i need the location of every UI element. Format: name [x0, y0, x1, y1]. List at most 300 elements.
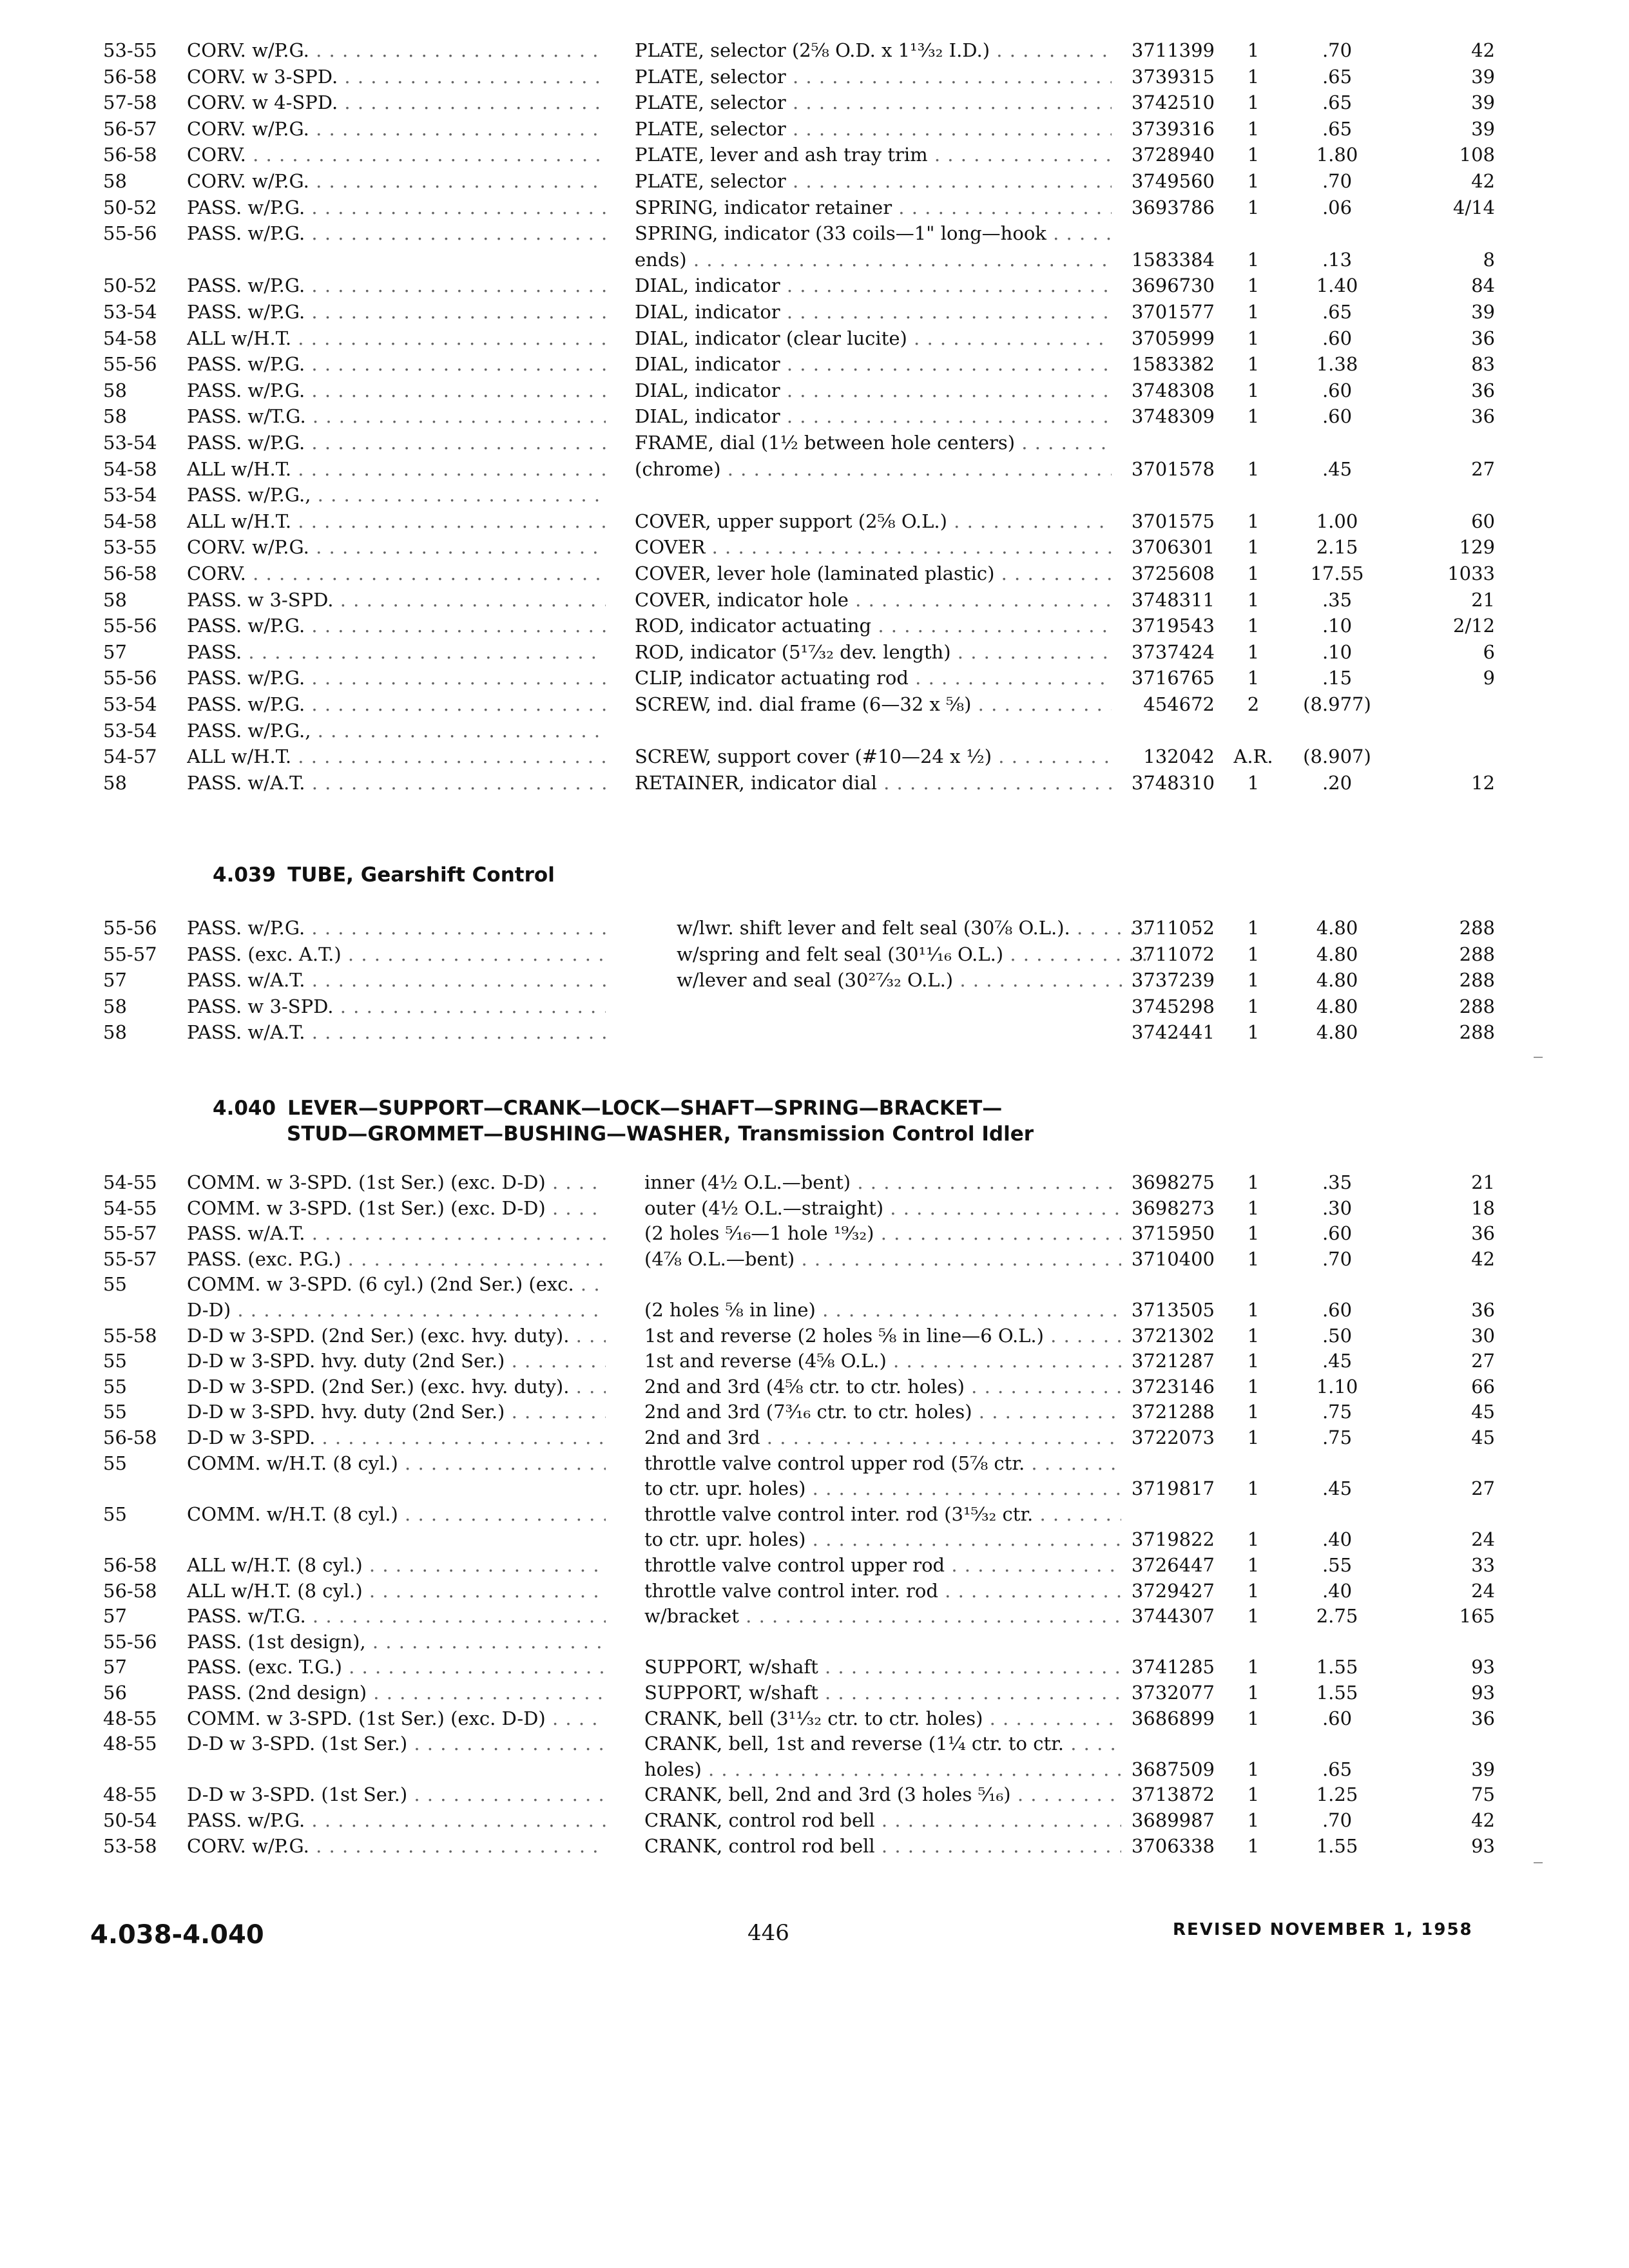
- price-cell: .65: [1322, 65, 1353, 88]
- application-cell: ALL w/H.T. . . .: [187, 456, 606, 482]
- application-cell: PASS. (exc. T.G.) . . .: [187, 1654, 606, 1680]
- table-row: [0, 691, 1629, 717]
- quantity-cell: 1: [1247, 1579, 1260, 1602]
- description-cell: w/lever and seal (30²⁷⁄₃₂ O.L.) . . .: [677, 967, 1153, 993]
- quantity-cell: 1: [1247, 1477, 1260, 1500]
- quantity-cell: 2: [1247, 693, 1260, 715]
- year-cell: 55-57: [103, 943, 157, 965]
- year-cell: 54-57: [103, 745, 157, 768]
- quantity-cell: 1: [1247, 1196, 1260, 1219]
- application-cell: PASS. w 3-SPD. . . .: [187, 587, 606, 613]
- description-cell: COVER, upper support (2⅝ O.L.) . . .: [635, 508, 1112, 534]
- flat-rate-cell: 42: [1471, 1247, 1495, 1270]
- description-cell: DIAL, indicator . . .: [635, 403, 1112, 429]
- description-cell: throttle valve control inter. rod . . .: [644, 1578, 1121, 1604]
- year-cell: 56-57: [103, 117, 157, 140]
- price-cell: 4.80: [1316, 943, 1358, 965]
- flat-rate-cell: 36: [1471, 379, 1495, 401]
- table-row: [0, 1475, 1629, 1501]
- table-row: [0, 1782, 1629, 1807]
- application-cell: COMM. w/H.T. (8 cyl.) . . .: [187, 1501, 606, 1527]
- year-cell: 53-54: [103, 484, 157, 506]
- quantity-cell: 1: [1247, 39, 1260, 61]
- quantity-cell: 1: [1247, 1427, 1260, 1448]
- year-cell: 55-56: [103, 353, 157, 376]
- quantity-cell: 1: [1247, 1401, 1260, 1423]
- description-cell: 2nd and 3rd . . .: [644, 1425, 1121, 1450]
- table-row: [0, 1578, 1629, 1604]
- year-cell: 56-58: [103, 144, 157, 166]
- application-cell: PASS. w/A.T. . . .: [187, 967, 606, 993]
- price-cell: .65: [1322, 1758, 1353, 1780]
- year-cell: 55-58: [103, 1324, 157, 1347]
- flat-rate-cell: 288: [1459, 969, 1495, 992]
- application-cell: PASS. w/P.G. . . .: [187, 351, 606, 377]
- quantity-cell: 1: [1247, 274, 1260, 297]
- flat-rate-cell: 42: [1471, 170, 1495, 192]
- quantity-cell: 1: [1247, 1021, 1260, 1044]
- application-cell: ALL w/H.T. (8 cyl.) . . .: [187, 1578, 606, 1604]
- description-cell: CRANK, bell (3¹¹⁄₃₂ ctr. to ctr. holes) . . .: [644, 1706, 1121, 1731]
- part-number-cell: 3721287: [1131, 1350, 1215, 1372]
- table-row: [0, 273, 1629, 298]
- part-number-cell: 3737424: [1131, 640, 1215, 663]
- table-row: [0, 639, 1629, 665]
- quantity-cell: 1: [1247, 1682, 1260, 1704]
- price-cell: .70: [1322, 1809, 1353, 1831]
- table-row: [0, 1629, 1629, 1655]
- description-cell: to ctr. upr. holes) . . .: [644, 1475, 1121, 1501]
- year-cell: 58: [103, 170, 127, 192]
- description-cell: w/bracket . . .: [644, 1603, 1121, 1629]
- flat-rate-cell: 288: [1459, 995, 1495, 1017]
- description-cell: to ctr. upr. holes) . . .: [644, 1526, 1121, 1552]
- flat-rate-cell: 93: [1471, 1682, 1495, 1704]
- application-cell: COMM. w 3-SPD. (1st Ser.) (exc. D-D) . . .: [187, 1195, 606, 1221]
- year-cell: 53-55: [103, 39, 157, 61]
- description-cell: DIAL, indicator . . .: [635, 378, 1112, 403]
- quantity-cell: 1: [1247, 1605, 1260, 1628]
- quantity-cell: 1: [1247, 170, 1260, 192]
- application-cell: PASS. w/P.G. . . .: [187, 378, 606, 403]
- year-cell: 56: [103, 1682, 127, 1704]
- description-cell: PLATE, selector . . .: [635, 168, 1112, 194]
- table-row: [0, 915, 1629, 941]
- table-row: [0, 1680, 1629, 1706]
- application-cell: ALL w/H.T. (8 cyl.) . . .: [187, 1552, 606, 1578]
- table-row: [0, 1399, 1629, 1425]
- description-cell: RETAINER, indicator dial . . .: [635, 770, 1112, 796]
- quantity-cell: 1: [1247, 562, 1260, 584]
- description-cell: SUPPORT, w/shaft . . .: [644, 1654, 1121, 1680]
- quantity-cell: 1: [1247, 1375, 1260, 1398]
- year-cell: 50-52: [103, 274, 157, 297]
- flat-rate-cell: 84: [1471, 274, 1495, 297]
- quantity-cell: 1: [1247, 353, 1260, 376]
- description-cell: ROD, indicator actuating . . .: [635, 613, 1112, 639]
- part-number-cell: 3715950: [1131, 1222, 1215, 1245]
- table-row: [0, 1603, 1629, 1629]
- price-cell: .40: [1322, 1579, 1353, 1602]
- part-number-cell: 3732077: [1131, 1682, 1215, 1704]
- part-number-cell: 3713872: [1131, 1783, 1215, 1806]
- description-cell: FRAME, dial (1½ between hole centers) . . .: [635, 430, 1112, 456]
- description-cell: PLATE, selector . . .: [635, 90, 1112, 115]
- flat-rate-cell: 288: [1459, 1021, 1495, 1044]
- description-cell: SUPPORT, w/shaft . . .: [644, 1680, 1121, 1706]
- year-cell: 56-58: [103, 65, 157, 88]
- price-cell: 1.55: [1316, 1656, 1358, 1678]
- part-number-cell: 3748311: [1131, 588, 1215, 611]
- year-cell: 55: [103, 1350, 127, 1372]
- flat-rate-cell: 93: [1471, 1656, 1495, 1678]
- flat-rate-cell: 2/12: [1452, 615, 1495, 637]
- application-cell: D-D w 3-SPD. (2nd Ser.) (exc. hvy. duty). . . .: [187, 1374, 606, 1399]
- application-cell: PASS. w/P.G. . . .: [187, 430, 606, 456]
- application-cell: PASS. w/A.T. . . .: [187, 1019, 606, 1045]
- flat-rate-cell: 108: [1459, 144, 1495, 166]
- table-row: [0, 508, 1629, 534]
- part-number-cell: 3706338: [1131, 1834, 1215, 1857]
- application-cell: PASS. w/T.G. . . .: [187, 403, 606, 429]
- quantity-cell: 1: [1247, 91, 1260, 114]
- quantity-cell: 1: [1247, 588, 1260, 611]
- price-cell: .70: [1322, 39, 1353, 61]
- description-cell: throttle valve control upper rod (5⅞ ctr. . . .: [644, 1450, 1121, 1476]
- quantity-cell: 1: [1247, 667, 1260, 689]
- application-cell: D-D w 3-SPD. (1st Ser.) . . .: [187, 1782, 606, 1807]
- footer-revised-date: REVISED NOVEMBER 1, 1958: [1173, 1920, 1473, 1939]
- year-cell: 50-54: [103, 1809, 157, 1831]
- year-cell: 56-58: [103, 562, 157, 584]
- description-cell: 1st and reverse (2 holes ⅝ in line—6 O.L.) . . .: [644, 1323, 1121, 1349]
- description-cell: (chrome) . . .: [635, 456, 1112, 482]
- table-row: [0, 941, 1629, 967]
- price-cell: 2.15: [1316, 536, 1358, 559]
- price-cell: 1.80: [1316, 144, 1358, 166]
- year-cell: 57-58: [103, 91, 157, 114]
- quantity-cell: 1: [1247, 327, 1260, 349]
- application-cell: CORV. w/P.G. . . .: [187, 1833, 606, 1859]
- part-number-cell: 3744307: [1131, 1605, 1215, 1628]
- table-row: [0, 994, 1629, 1019]
- price-cell: 4.80: [1316, 969, 1358, 992]
- quantity-cell: 1: [1247, 615, 1260, 637]
- flat-rate-cell: 75: [1471, 1783, 1495, 1806]
- description-cell: ROD, indicator (5¹⁷⁄₃₂ dev. length) . . .: [635, 639, 1112, 665]
- part-number-cell: 3686899: [1131, 1707, 1215, 1729]
- year-cell: 53-55: [103, 536, 157, 559]
- quantity-cell: 1: [1247, 1758, 1260, 1780]
- quantity-cell: 1: [1247, 117, 1260, 140]
- part-number-cell: 3696730: [1131, 274, 1215, 297]
- table-row: [0, 220, 1629, 246]
- table-row: [0, 325, 1629, 351]
- application-cell: CORV. . . .: [187, 142, 606, 168]
- table-row: [0, 1169, 1629, 1195]
- table-row: [0, 1450, 1629, 1476]
- flat-rate-cell: 24: [1471, 1579, 1495, 1602]
- description-cell: outer (4½ O.L.—straight) . . .: [644, 1195, 1121, 1221]
- section-title-line2: STUD—GROMMET—BUSHING—WASHER, Transmission Control Idler: [287, 1122, 1034, 1146]
- section-title-line1: LEVER—SUPPORT—CRANK—LOCK—SHAFT—SPRING—BRACKET—: [287, 1097, 1003, 1120]
- application-cell: CORV. w/P.G. . . .: [187, 37, 606, 63]
- part-number-cell: 3739316: [1131, 117, 1215, 140]
- table-row: [0, 1019, 1629, 1045]
- description-cell: PLATE, selector . . .: [635, 64, 1112, 90]
- table-row: [0, 1425, 1629, 1450]
- year-cell: 55-56: [103, 222, 157, 245]
- part-number-cell: 3725608: [1131, 562, 1215, 584]
- application-cell: CORV. w/P.G. . . .: [187, 116, 606, 142]
- table-row: [0, 1323, 1629, 1349]
- application-cell: PASS. w/P.G. . . .: [187, 273, 606, 298]
- price-cell: (8.907): [1303, 745, 1371, 768]
- flat-rate-cell: 288: [1459, 943, 1495, 965]
- application-cell: PASS. w/P.G. . . .: [187, 915, 606, 941]
- flat-rate-cell: 21: [1471, 588, 1495, 611]
- price-cell: .20: [1322, 771, 1353, 794]
- application-cell: PASS. w/P.G., . . .: [187, 482, 606, 508]
- part-number-cell: 3710400: [1131, 1247, 1215, 1270]
- part-number-cell: 3737239: [1131, 969, 1215, 992]
- year-cell: 55-56: [103, 667, 157, 689]
- year-cell: 54-58: [103, 510, 157, 532]
- description-cell: DIAL, indicator . . .: [635, 273, 1112, 298]
- quantity-cell: A.R.: [1233, 745, 1273, 768]
- table-row: [0, 1297, 1629, 1323]
- quantity-cell: 1: [1247, 943, 1260, 965]
- flat-rate-cell: 12: [1471, 771, 1495, 794]
- description-cell: w/spring and felt seal (30¹¹⁄₁₆ O.L.) . . .: [677, 941, 1153, 967]
- application-cell: PASS. (exc. P.G.) . . .: [187, 1246, 606, 1272]
- application-cell: COMM. w/H.T. (8 cyl.) . . .: [187, 1450, 606, 1476]
- price-cell: .06: [1322, 196, 1353, 218]
- table-row: [0, 351, 1629, 377]
- price-cell: .35: [1322, 1171, 1353, 1193]
- price-cell: .40: [1322, 1528, 1353, 1551]
- quantity-cell: 1: [1247, 536, 1260, 559]
- table-row: [0, 534, 1629, 560]
- table-row: [0, 247, 1629, 273]
- price-cell: 1.25: [1316, 1783, 1358, 1806]
- price-cell: .60: [1322, 327, 1353, 349]
- part-number-cell: 3698275: [1131, 1171, 1215, 1193]
- flat-rate-cell: 36: [1471, 327, 1495, 349]
- year-cell: 57: [103, 1656, 127, 1678]
- application-cell: ALL w/H.T. . . .: [187, 508, 606, 534]
- table-row: [0, 299, 1629, 325]
- flat-rate-cell: 93: [1471, 1834, 1495, 1857]
- table-row: [0, 482, 1629, 508]
- application-cell: PASS. w/P.G. . . .: [187, 613, 606, 639]
- year-cell: 55: [103, 1452, 127, 1474]
- application-cell: PASS. . . .: [187, 639, 606, 665]
- price-cell: 1.55: [1316, 1682, 1358, 1704]
- year-cell: 55: [103, 1503, 127, 1525]
- part-number-cell: 3719543: [1131, 615, 1215, 637]
- description-cell: (4⅞ O.L.—bent) . . .: [644, 1246, 1121, 1272]
- flat-rate-cell: 39: [1471, 117, 1495, 140]
- price-cell: .45: [1322, 1477, 1353, 1500]
- year-cell: 57: [103, 969, 127, 992]
- application-cell: PASS. w/T.G. . . .: [187, 1603, 606, 1629]
- part-number-cell: 3748310: [1131, 771, 1215, 794]
- description-cell: inner (4½ O.L.—bent) . . .: [644, 1169, 1121, 1195]
- description-cell: 2nd and 3rd (7³⁄₁₆ ctr. to ctr. holes) . . .: [644, 1399, 1121, 1425]
- part-number-cell: 3745298: [1131, 995, 1215, 1017]
- section-heading-4-040: [213, 1097, 1002, 1120]
- description-cell: SPRING, indicator retainer . . .: [635, 195, 1112, 220]
- table-row: [0, 1501, 1629, 1527]
- part-number-cell: 3719817: [1131, 1477, 1215, 1500]
- price-cell: 1.00: [1316, 510, 1358, 532]
- application-cell: CORV. w 4-SPD. . . .: [187, 90, 606, 115]
- part-number-cell: 3701578: [1131, 457, 1215, 480]
- description-cell: PLATE, lever and ash tray trim . . .: [635, 142, 1112, 168]
- price-cell: .60: [1322, 1707, 1353, 1729]
- year-cell: 55-56: [103, 1630, 157, 1653]
- table-row: [0, 1220, 1629, 1246]
- quantity-cell: 1: [1247, 1783, 1260, 1806]
- price-cell: .65: [1322, 301, 1353, 323]
- application-cell: ALL w/H.T. . . .: [187, 744, 606, 769]
- part-number-cell: 3701575: [1131, 510, 1215, 532]
- part-number-cell: 3726447: [1131, 1554, 1215, 1576]
- flat-rate-cell: 45: [1471, 1427, 1495, 1448]
- price-cell: 1.38: [1316, 353, 1358, 376]
- application-cell: D-D w 3-SPD. (1st Ser.) . . .: [187, 1731, 606, 1756]
- flat-rate-cell: 39: [1471, 91, 1495, 114]
- quantity-cell: 1: [1247, 995, 1260, 1017]
- part-number-cell: 3728940: [1131, 144, 1215, 166]
- part-number-cell: 3698273: [1131, 1196, 1215, 1219]
- application-cell: CORV. . . .: [187, 561, 606, 586]
- quantity-cell: 1: [1247, 917, 1260, 939]
- table-row: [0, 116, 1629, 142]
- year-cell: 55-56: [103, 917, 157, 939]
- application-cell: COMM. w 3-SPD. (6 cyl.) (2nd Ser.) (exc. . . .: [187, 1271, 606, 1297]
- description-cell: COVER, indicator hole . . .: [635, 587, 1112, 613]
- flat-rate-cell: 39: [1471, 65, 1495, 88]
- price-cell: .10: [1322, 615, 1353, 637]
- quantity-cell: 1: [1247, 1299, 1260, 1321]
- quantity-cell: 1: [1247, 1350, 1260, 1372]
- flat-rate-cell: 42: [1471, 1809, 1495, 1831]
- table-row: [0, 1246, 1629, 1272]
- flat-rate-cell: 24: [1471, 1528, 1495, 1551]
- flat-rate-cell: 18: [1471, 1196, 1495, 1219]
- year-cell: 58: [103, 1021, 127, 1044]
- table-row: [0, 744, 1629, 769]
- flat-rate-cell: 42: [1471, 39, 1495, 61]
- table-row: [0, 665, 1629, 691]
- quantity-cell: 1: [1247, 65, 1260, 88]
- description-cell: CRANK, control rod bell . . .: [644, 1807, 1121, 1833]
- year-cell: 56-58: [103, 1579, 157, 1602]
- application-cell: PASS. w/P.G. . . .: [187, 299, 606, 325]
- flat-rate-cell: 39: [1471, 301, 1495, 323]
- table-row: [0, 456, 1629, 482]
- table-row: [0, 1706, 1629, 1731]
- price-cell: .75: [1322, 1427, 1353, 1448]
- table-row: [0, 142, 1629, 168]
- flat-rate-cell: 60: [1471, 510, 1495, 532]
- application-cell: PASS. w/P.G. . . .: [187, 691, 606, 717]
- footer-page-number: 446: [747, 1920, 789, 1946]
- year-cell: 57: [103, 1605, 127, 1628]
- flat-rate-cell: 288: [1459, 917, 1495, 939]
- price-cell: .60: [1322, 1222, 1353, 1245]
- part-number-cell: 3739315: [1131, 65, 1215, 88]
- description-cell: SCREW, ind. dial frame (6—32 x ⅝) . . .: [635, 691, 1112, 717]
- description-cell: ends) . . .: [635, 247, 1112, 273]
- table-row: [0, 1374, 1629, 1399]
- part-number-cell: 3693786: [1131, 196, 1215, 218]
- quantity-cell: 1: [1247, 1809, 1260, 1831]
- flat-rate-cell: 21: [1471, 1171, 1495, 1193]
- quantity-cell: 1: [1247, 1707, 1260, 1729]
- description-cell: CRANK, control rod bell . . .: [644, 1833, 1121, 1859]
- price-cell: .50: [1322, 1324, 1353, 1347]
- quantity-cell: 1: [1247, 1247, 1260, 1270]
- table-row: [0, 1833, 1629, 1859]
- application-cell: CORV. w/P.G. . . .: [187, 534, 606, 560]
- quantity-cell: 1: [1247, 1656, 1260, 1678]
- year-cell: 48-55: [103, 1707, 157, 1729]
- application-cell: D-D) . . .: [187, 1297, 606, 1323]
- table-row: [0, 561, 1629, 586]
- flat-rate-cell: 27: [1471, 1350, 1495, 1372]
- table-row: [0, 195, 1629, 220]
- price-cell: 2.75: [1316, 1605, 1358, 1628]
- year-cell: 54-58: [103, 457, 157, 480]
- price-cell: 4.80: [1316, 1021, 1358, 1044]
- application-cell: CORV. w 3-SPD. . . .: [187, 64, 606, 90]
- section-number: 4.040: [213, 1097, 276, 1120]
- description-cell: throttle valve control upper rod . . .: [644, 1552, 1121, 1578]
- part-number-cell: 3742441: [1131, 1021, 1215, 1044]
- description-cell: CRANK, bell, 2nd and 3rd (3 holes ⁵⁄₁₆) . . .: [644, 1782, 1121, 1807]
- year-cell: 53-54: [103, 719, 157, 742]
- description-cell: DIAL, indicator . . .: [635, 351, 1112, 377]
- table-row: [0, 1552, 1629, 1578]
- flat-rate-cell: 6: [1483, 640, 1495, 663]
- application-cell: D-D w 3-SPD. hvy. duty (2nd Ser.) . . .: [187, 1399, 606, 1425]
- year-cell: 53-54: [103, 432, 157, 454]
- application-cell: CORV. w/P.G. . . .: [187, 168, 606, 194]
- quantity-cell: 1: [1247, 510, 1260, 532]
- section-number: 4.039: [213, 863, 276, 887]
- application-cell: D-D w 3-SPD. (2nd Ser.) (exc. hvy. duty). . . .: [187, 1323, 606, 1349]
- part-number-cell: 3748309: [1131, 405, 1215, 428]
- description-cell: (2 holes ⁵⁄₁₆—1 hole ¹⁹⁄₃₂) . . .: [644, 1220, 1121, 1246]
- table-row: [0, 90, 1629, 115]
- part-number-cell: 3701577: [1131, 301, 1215, 323]
- flat-rate-cell: 27: [1471, 457, 1495, 480]
- part-number-cell: 3723146: [1131, 1375, 1215, 1398]
- description-cell: 2nd and 3rd (4⅝ ctr. to ctr. holes) . . .: [644, 1374, 1121, 1399]
- table-row: [0, 967, 1629, 993]
- description-cell: SCREW, support cover (#10—24 x ½) . . .: [635, 744, 1112, 769]
- year-cell: 58: [103, 379, 127, 401]
- section-title: TUBE, Gearshift Control: [287, 863, 555, 887]
- part-number-cell: 3721288: [1131, 1401, 1215, 1423]
- price-cell: .45: [1322, 1350, 1353, 1372]
- flat-rate-cell: 9: [1483, 667, 1495, 689]
- price-cell: 4.80: [1316, 995, 1358, 1017]
- table-row: [0, 613, 1629, 639]
